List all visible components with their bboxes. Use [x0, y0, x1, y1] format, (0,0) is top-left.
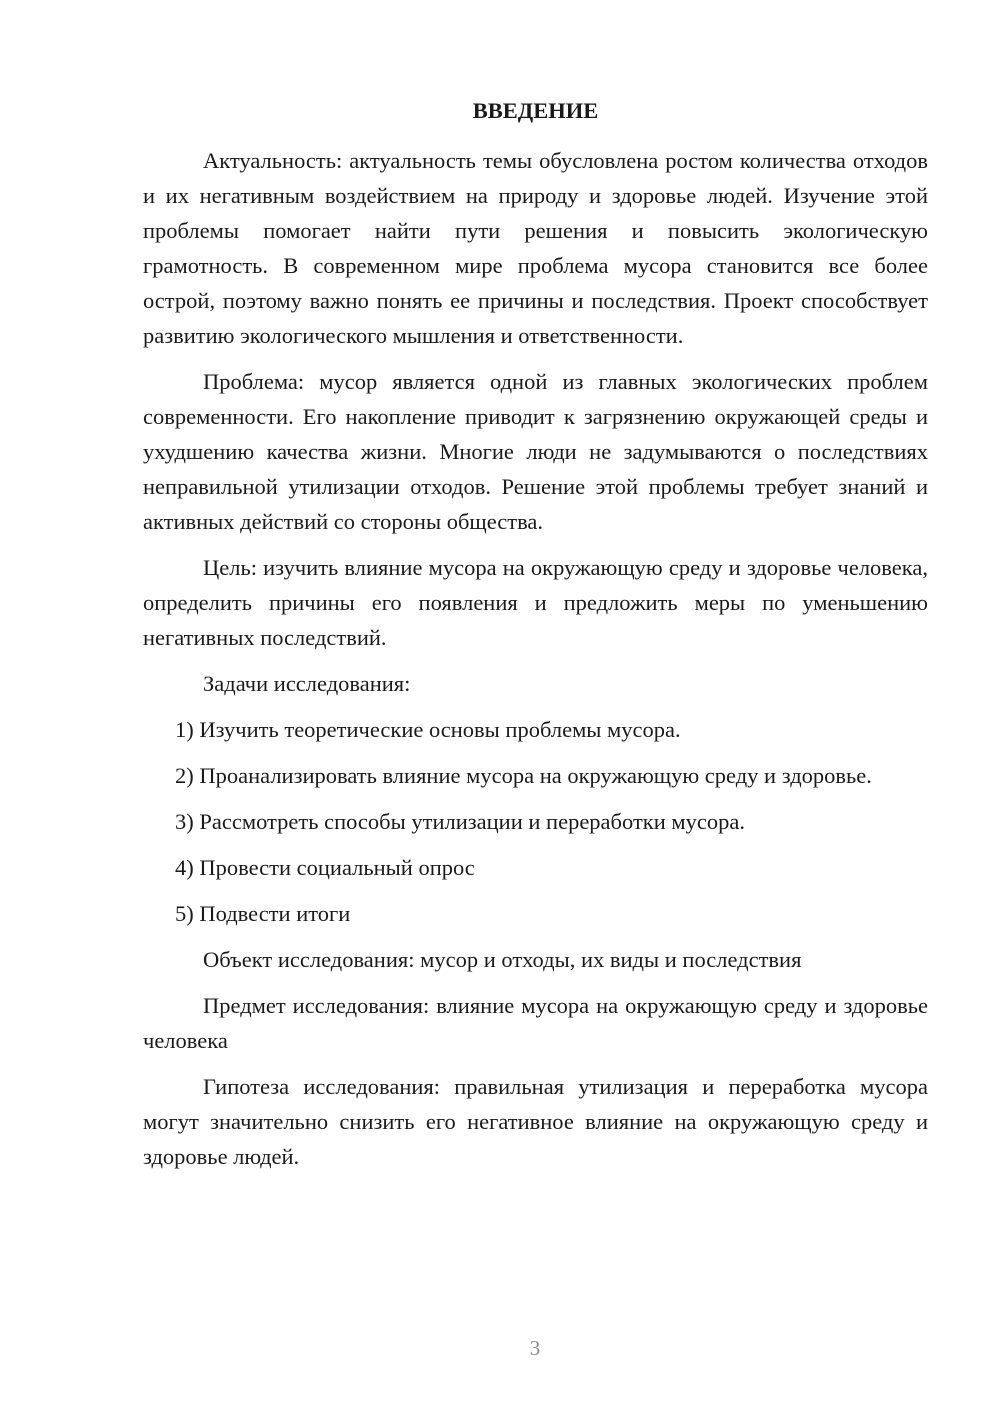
- section-heading: ВВЕДЕНИЕ: [472, 98, 599, 123]
- task-item-2: 2) Проанализировать влияние мусора на окружающую среду и здоровье.: [175, 763, 872, 788]
- body-text: [143, 143, 928, 1185]
- paragraph-research-object: Объект исследования: мусор и отходы, их виды и последствия: [203, 947, 802, 972]
- paragraph-hypothesis: Гипотеза исследования: правильная утилизация и переработка мусора могут значительно снизить его негативное влияние на окружающую среду и здоровье людей.: [143, 1074, 928, 1169]
- task-item-4: 4) Провести социальный опрос: [175, 855, 475, 880]
- task-item-5: 5) Подвести итоги: [175, 901, 351, 926]
- paragraph-tasks-heading: Задачи исследования:: [203, 671, 411, 696]
- page-number: 3: [529, 1336, 541, 1360]
- paragraph-relevance: Актуальность: актуальность темы обусловлена ростом количества отходов и их негативным воздействием на природу и здоровье людей. Изучение этой проблемы помогает найти пути решения и повысить экологическую грамотность. В современном мире проблема мусора становится все более острой, поэтому важно понять ее причины и последствия. Проект способствует развитию экологического мышления и ответственности.: [143, 148, 928, 348]
- paragraph-research-subject: Предмет исследования: влияние мусора на окружающую среду и здоровье человека: [143, 993, 928, 1053]
- task-item-3: 3) Рассмотреть способы утилизации и переработки мусора.: [175, 809, 745, 834]
- paragraph-problem: Проблема: мусор является одной из главных экологических проблем современности. Его накопление приводит к загрязнению окружающей среды и ухудшению качества жизни. Многие люди не задумываются о последствиях неправильной утилизации отходов. Решение этой проблемы требует знаний и активных действий со стороны общества.: [143, 369, 928, 534]
- paragraph-goal: Цель: изучить влияние мусора на окружающую среду и здоровье человека, определить причины его появления и предложить меры по уменьшению негативных последствий.: [143, 555, 928, 650]
- task-item-1: 1) Изучить теоретические основы проблемы мусора.: [175, 717, 681, 742]
